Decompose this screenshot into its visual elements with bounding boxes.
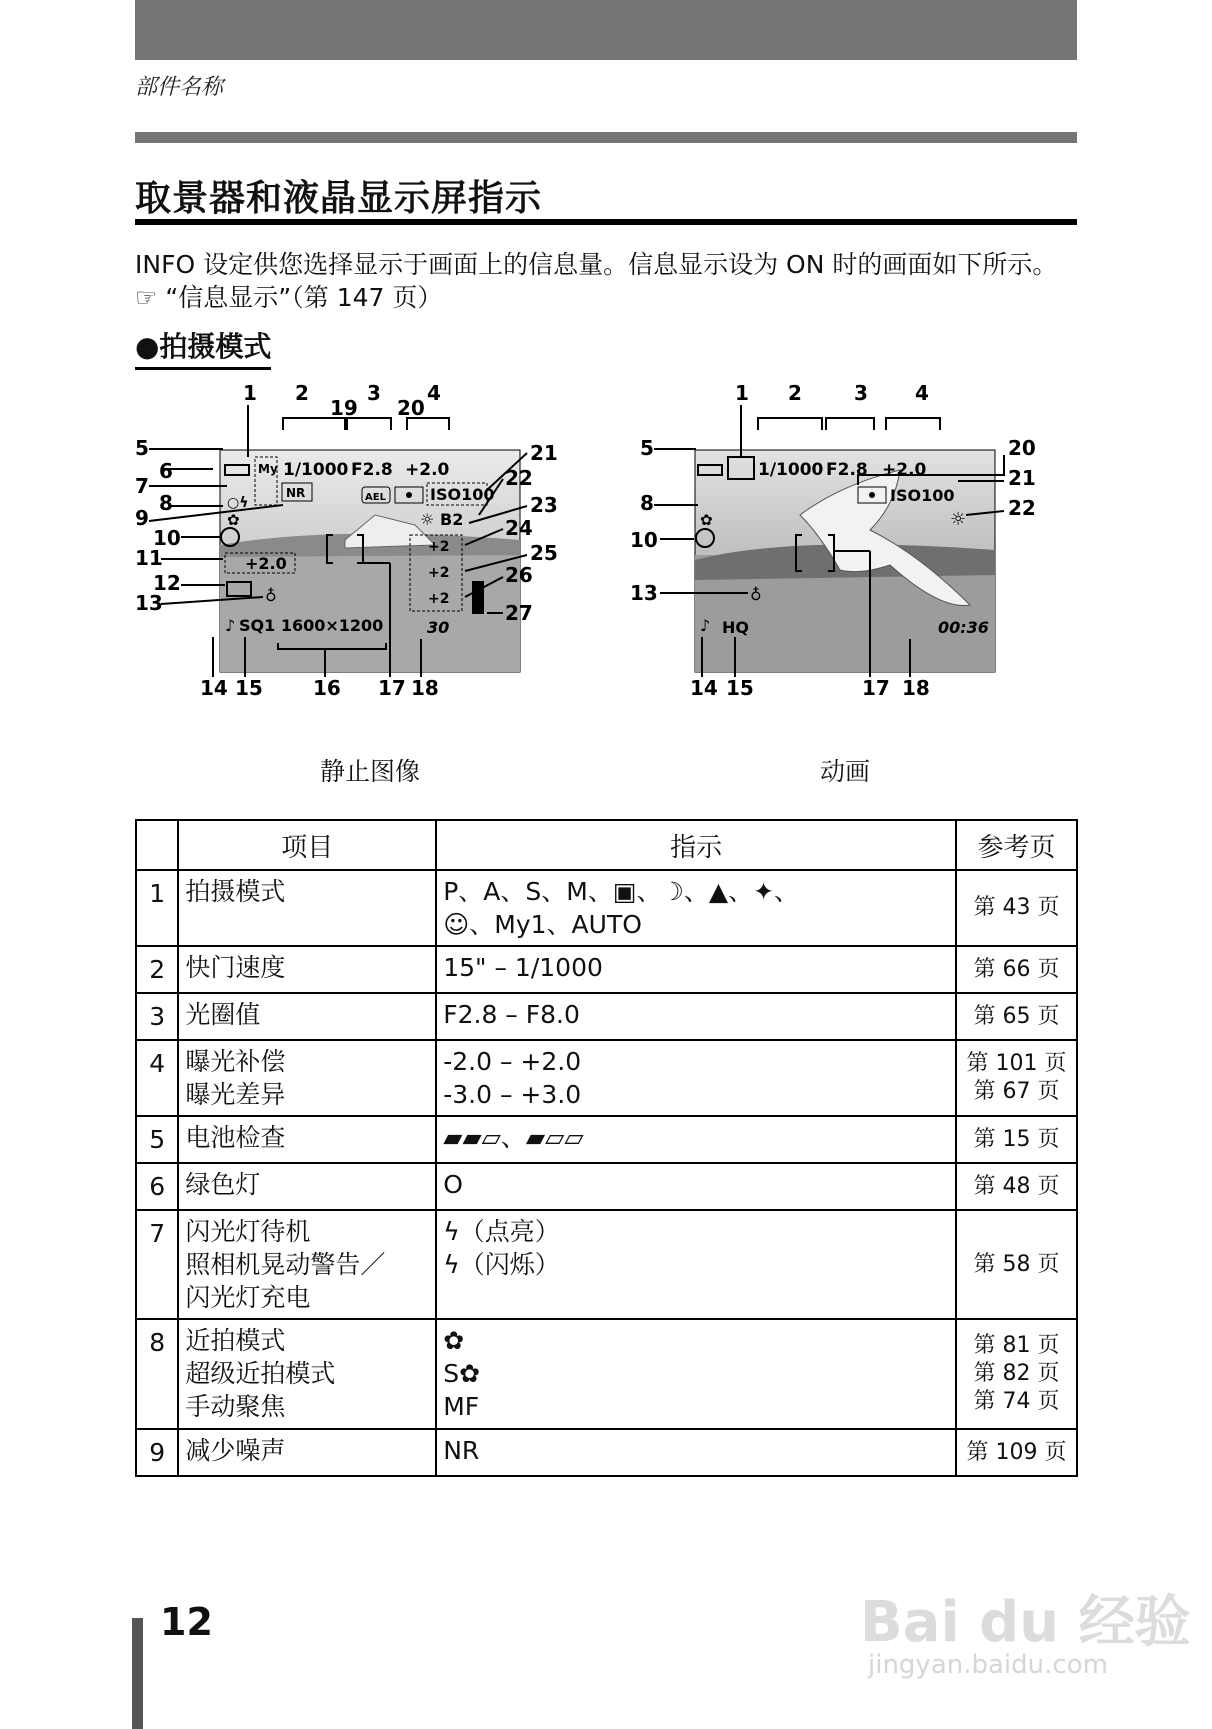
row-ref bbox=[956, 993, 1077, 1040]
row-ref bbox=[956, 1116, 1077, 1163]
osd-contrast: +2 bbox=[428, 565, 450, 581]
row-indication-line: S✿ bbox=[443, 1359, 481, 1388]
row-number: 9 bbox=[136, 1429, 178, 1476]
row-ref-line: 第 66 页 bbox=[973, 956, 1060, 982]
svg-text:16: 16 bbox=[313, 676, 341, 700]
table-row bbox=[136, 870, 1077, 946]
row-number: 2 bbox=[136, 946, 178, 993]
osd-wb: B2 bbox=[440, 510, 464, 529]
page-number-bar bbox=[132, 1618, 143, 1729]
row-ref-line: 第 109 页 bbox=[966, 1439, 1067, 1465]
osd-flash-comp: +2.0 bbox=[245, 554, 287, 573]
row-ref-line: 第 48 页 bbox=[973, 1173, 1060, 1199]
row-ref-line: 第 74 页 bbox=[973, 1389, 1060, 1414]
row-number: 1 bbox=[136, 870, 178, 946]
svg-text:4: 4 bbox=[427, 381, 441, 405]
row-number: 6 bbox=[136, 1163, 178, 1210]
row-item-line: 手动聚焦 bbox=[185, 1392, 286, 1421]
row-indication-line: ☺、My1、AUTO bbox=[443, 910, 642, 939]
movie-osd-time: 00:36 bbox=[938, 618, 989, 637]
row-item bbox=[178, 1319, 436, 1429]
row-number: 7 bbox=[136, 1210, 178, 1319]
svg-text:19: 19 bbox=[330, 396, 358, 420]
row-item bbox=[178, 1429, 436, 1476]
row-item bbox=[178, 1040, 436, 1116]
row-indication-line: ϟ（点亮） bbox=[443, 1217, 560, 1246]
osd-aperture: F2.8 bbox=[351, 460, 393, 480]
table-row bbox=[136, 1319, 1077, 1429]
header-indication: 指示 bbox=[436, 820, 956, 870]
row-indication-line: MF bbox=[443, 1392, 480, 1421]
svg-text:10: 10 bbox=[153, 526, 181, 550]
row-ref-line: 第 43 页 bbox=[973, 895, 1060, 920]
svg-text:26: 26 bbox=[505, 563, 533, 587]
page-number: 12 bbox=[160, 1600, 213, 1644]
self-timer-icon: ♁ bbox=[265, 586, 277, 605]
svg-text:1: 1 bbox=[243, 381, 257, 405]
svg-text:18: 18 bbox=[411, 676, 439, 700]
indication-table bbox=[135, 819, 1078, 1477]
svg-text:18: 18 bbox=[902, 676, 930, 700]
movie-caption: 动画 bbox=[820, 757, 871, 786]
intro-paragraph: INFO 设定供您选择显示于画面上的信息量。信息显示设为 ON 时的画面如下所示。☞ “信息显示”（第 147 页） bbox=[135, 250, 1058, 312]
row-ref bbox=[956, 1210, 1077, 1319]
svg-text:25: 25 bbox=[530, 541, 558, 565]
svg-text:○ϟ: ○ϟ bbox=[227, 495, 249, 511]
row-item-line: 电池检查 bbox=[185, 1123, 286, 1152]
row-item-line: 曝光差异 bbox=[185, 1080, 286, 1109]
osd-nr: NR bbox=[286, 486, 306, 500]
svg-text:5: 5 bbox=[135, 436, 149, 460]
table-row bbox=[136, 1163, 1077, 1210]
still-image-figure bbox=[135, 375, 635, 735]
osd-saturation: +2 bbox=[428, 591, 450, 607]
breadcrumb: 部件名称 bbox=[135, 75, 224, 100]
row-indication-line: NR bbox=[443, 1436, 480, 1465]
header-item: 项目 bbox=[178, 820, 436, 870]
svg-text:14: 14 bbox=[200, 676, 228, 700]
row-item bbox=[178, 946, 436, 993]
row-ref bbox=[956, 1429, 1077, 1476]
row-ref-line: 第 67 页 bbox=[973, 1079, 1060, 1104]
header-num bbox=[136, 820, 178, 870]
row-ref bbox=[956, 946, 1077, 993]
mic-icon: ♪ bbox=[225, 616, 236, 635]
row-indication-line: -3.0 – +3.0 bbox=[443, 1080, 582, 1109]
osd-ael: AEL bbox=[365, 492, 386, 503]
row-number: 4 bbox=[136, 1040, 178, 1116]
table-header-row bbox=[136, 820, 1077, 870]
osd-shutter: 1/1000 bbox=[283, 460, 349, 480]
svg-text:9: 9 bbox=[135, 506, 149, 530]
svg-text:15: 15 bbox=[235, 676, 263, 700]
row-item-line: 拍摄模式 bbox=[185, 877, 286, 906]
row-item bbox=[178, 1163, 436, 1210]
movie-osd-aperture: F2.8 bbox=[826, 460, 868, 480]
row-item-line: 近拍模式 bbox=[185, 1326, 286, 1355]
osd-iso: ISO100 bbox=[430, 485, 495, 504]
row-ref-line: 第 82 页 bbox=[973, 1361, 1060, 1386]
table-row bbox=[136, 993, 1077, 1040]
svg-text:12: 12 bbox=[153, 571, 181, 595]
svg-text:5: 5 bbox=[640, 436, 654, 460]
svg-text:♁: ♁ bbox=[750, 585, 762, 604]
table-row bbox=[136, 1210, 1077, 1319]
svg-text:20: 20 bbox=[397, 396, 425, 420]
row-indication-line: 15" – 1/1000 bbox=[443, 953, 603, 982]
svg-text:17: 17 bbox=[378, 676, 406, 700]
row-item-line: 闪光灯充电 bbox=[185, 1283, 311, 1312]
watermark-url: jingyan.baidu.com bbox=[868, 1650, 1108, 1680]
row-ref-line: 第 58 页 bbox=[973, 1251, 1060, 1277]
row-indication bbox=[436, 1319, 956, 1429]
movie-figure bbox=[630, 375, 1080, 735]
row-item bbox=[178, 1116, 436, 1163]
svg-text:2: 2 bbox=[788, 381, 802, 405]
svg-text:1: 1 bbox=[735, 381, 749, 405]
row-indication bbox=[436, 1429, 956, 1476]
svg-text:♪: ♪ bbox=[700, 616, 711, 635]
row-item-line: 曝光补偿 bbox=[185, 1047, 286, 1076]
osd-count: 30 bbox=[427, 618, 450, 637]
row-item-line: 照相机晃动警告／ bbox=[185, 1250, 386, 1279]
row-item-line: 闪光灯待机 bbox=[185, 1217, 311, 1246]
row-ref-line: 第 81 页 bbox=[973, 1333, 1060, 1358]
svg-text:3: 3 bbox=[854, 381, 868, 405]
svg-text:✿: ✿ bbox=[700, 511, 713, 529]
movie-osd-quality: HQ bbox=[722, 618, 749, 637]
row-indication-line: P、A、S、M、▣、☽、▲、✦、 bbox=[443, 877, 800, 906]
row-indication bbox=[436, 870, 956, 946]
section-rule bbox=[135, 132, 1077, 143]
svg-text:☼: ☼ bbox=[420, 510, 435, 529]
svg-text:11: 11 bbox=[135, 546, 163, 570]
table-row bbox=[136, 1040, 1077, 1116]
row-indication bbox=[436, 1116, 956, 1163]
svg-text:4: 4 bbox=[915, 381, 929, 405]
svg-text:22: 22 bbox=[505, 466, 533, 490]
osd-exposure: +2.0 bbox=[405, 460, 450, 480]
page-title: 取景器和液晶显示屏指示 bbox=[135, 178, 543, 219]
svg-text:23: 23 bbox=[530, 493, 558, 517]
row-item-line: 绿色灯 bbox=[185, 1170, 261, 1199]
osd-size: SQ1 1600×1200 bbox=[239, 616, 384, 635]
svg-text:21: 21 bbox=[530, 441, 558, 465]
row-indication bbox=[436, 1040, 956, 1116]
row-indication bbox=[436, 946, 956, 993]
svg-text:22: 22 bbox=[1008, 496, 1036, 520]
top-bar bbox=[135, 0, 1077, 60]
row-item-line: 快门速度 bbox=[185, 953, 286, 982]
svg-text:2: 2 bbox=[295, 381, 309, 405]
svg-text:☼: ☼ bbox=[950, 509, 967, 530]
row-indication-line: ϟ（闪烁） bbox=[443, 1250, 560, 1279]
row-ref bbox=[956, 870, 1077, 946]
header-ref: 参考页 bbox=[956, 820, 1077, 870]
row-ref-line: 第 15 页 bbox=[973, 1126, 1060, 1152]
movie-osd-iso: ISO100 bbox=[890, 486, 955, 505]
row-indication-line: ▰▰▱、▰▱▱ bbox=[443, 1123, 584, 1152]
movie-osd-shutter: 1/1000 bbox=[758, 460, 824, 480]
table-row bbox=[136, 946, 1077, 993]
row-indication bbox=[436, 1163, 956, 1210]
svg-text:7: 7 bbox=[135, 474, 149, 498]
section-heading: ●拍摄模式 bbox=[135, 325, 271, 370]
row-ref bbox=[956, 1040, 1077, 1116]
row-ref bbox=[956, 1319, 1077, 1429]
title-underline bbox=[135, 219, 1077, 225]
row-item-line: 减少噪声 bbox=[185, 1436, 286, 1465]
svg-text:13: 13 bbox=[135, 591, 163, 615]
row-indication-line: -2.0 – +2.0 bbox=[443, 1047, 582, 1076]
row-indication-line: F2.8 – F8.0 bbox=[443, 1000, 580, 1029]
svg-text:20: 20 bbox=[1008, 436, 1036, 460]
macro-icon: ✿ bbox=[227, 511, 240, 529]
row-indication-line: O bbox=[443, 1170, 463, 1199]
svg-text:3: 3 bbox=[367, 381, 381, 405]
row-ref-line: 第 101 页 bbox=[966, 1051, 1067, 1076]
svg-text:6: 6 bbox=[159, 459, 173, 483]
row-ref bbox=[956, 1163, 1077, 1210]
svg-text:27: 27 bbox=[505, 601, 533, 625]
osd-sharpness: +2 bbox=[428, 539, 450, 555]
watermark-logo: Bai du 经验 bbox=[860, 1590, 1191, 1655]
table-row bbox=[136, 1429, 1077, 1476]
row-item bbox=[178, 870, 436, 946]
svg-text:8: 8 bbox=[159, 491, 173, 515]
row-indication-line: ✿ bbox=[443, 1326, 465, 1355]
row-ref-line: 第 65 页 bbox=[973, 1003, 1060, 1029]
row-indication bbox=[436, 1210, 956, 1319]
row-number: 8 bbox=[136, 1319, 178, 1429]
svg-text:21: 21 bbox=[1008, 466, 1036, 490]
row-item bbox=[178, 993, 436, 1040]
row-number: 3 bbox=[136, 993, 178, 1040]
svg-text:24: 24 bbox=[505, 516, 533, 540]
movie-osd-exposure: +2.0 bbox=[882, 460, 927, 480]
row-item-line: 光圈值 bbox=[185, 1000, 261, 1029]
svg-text:17: 17 bbox=[862, 676, 890, 700]
still-caption: 静止图像 bbox=[320, 757, 421, 786]
svg-text:15: 15 bbox=[726, 676, 754, 700]
row-number: 5 bbox=[136, 1116, 178, 1163]
svg-text:14: 14 bbox=[690, 676, 718, 700]
row-item-line: 超级近拍模式 bbox=[185, 1359, 336, 1388]
svg-text:13: 13 bbox=[630, 581, 658, 605]
svg-text:10: 10 bbox=[630, 528, 658, 552]
svg-text:My: My bbox=[258, 462, 278, 476]
table-row bbox=[136, 1116, 1077, 1163]
svg-text:8: 8 bbox=[640, 491, 654, 515]
row-indication bbox=[436, 993, 956, 1040]
row-item bbox=[178, 1210, 436, 1319]
